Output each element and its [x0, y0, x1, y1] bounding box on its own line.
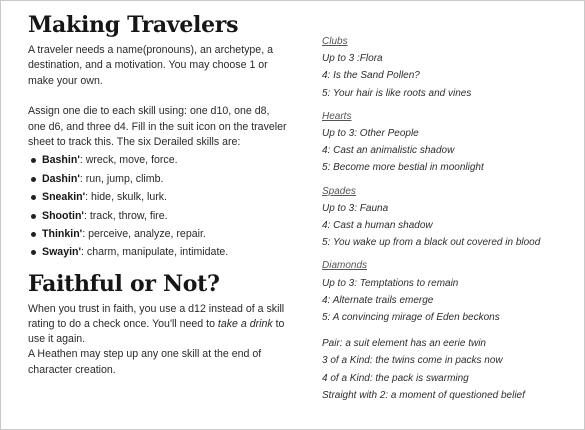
skill-name: Shootin': [42, 209, 84, 222]
list-item: [28, 190, 288, 205]
bullet-icon: [31, 232, 36, 237]
skill-name: Thinkin': [42, 228, 83, 241]
combo-line: 3 of a Kind: the twins come in packs now: [322, 355, 503, 367]
bullet-icon: [31, 195, 36, 200]
combo-line: Pair: a suit element has an eerie twin: [322, 338, 486, 350]
suit-line: 5: Become more bestial in moonlight: [322, 162, 484, 174]
skill-desc: : wreck, move, force.: [79, 154, 178, 167]
suit-heading: Clubs: [322, 36, 348, 47]
suit-heading: Spades: [322, 185, 356, 197]
combos-list: [322, 335, 582, 404]
left-column: [28, 11, 288, 378]
suit-clubs: [322, 33, 582, 102]
suit-heading: Diamonds: [322, 260, 368, 272]
making-travelers-heading: Making Travelers: [28, 12, 239, 38]
suit-line: 5: Your hair is like roots and vines: [322, 87, 472, 99]
skill-name: Sneakin': [42, 191, 86, 204]
faith-text-end: to use it again.: [28, 318, 285, 346]
skill-desc: : track, throw, fire.: [83, 209, 168, 222]
right-column: [322, 33, 582, 404]
suit-diamonds: [322, 257, 582, 326]
combo-line: Straight with 2: a moment of questioned belief: [322, 389, 525, 401]
suit-line: Up to 3 :Flora: [322, 53, 383, 65]
list-item: [28, 153, 288, 168]
faith-text: When you trust in faith, you use a d12 instead of a skill rating to do a check once. You'll need to: [28, 302, 285, 331]
list-item: [28, 245, 288, 260]
bullet-icon: [31, 250, 36, 255]
skill-desc: : perceive, analyze, repair.: [82, 228, 206, 241]
skill-name: Bashin': [42, 154, 80, 167]
suit-line: 4: Is the Sand Pollen?: [322, 70, 420, 82]
list-item: [28, 172, 288, 187]
suit-line: Up to 3: Other People: [322, 128, 419, 140]
suit-line: 4: Cast a human shadow: [322, 220, 433, 232]
heathen-paragraph: A Heathen may step up any one skill at the end of character creation.: [28, 348, 262, 376]
bullet-icon: [31, 214, 36, 219]
skill-desc: : charm, manipulate, intimidate.: [81, 246, 229, 259]
suit-line: 5: You wake up from a black out covered in blood: [322, 237, 541, 249]
intro-paragraph: A traveler needs a name(pronouns), an archetype, a destination, and a motivation. You may choose 1 or make your own.: [28, 44, 273, 87]
suit-hearts: [322, 108, 582, 177]
suit-line: 5: A convincing mirage of Eden beckons: [322, 312, 500, 324]
list-item: [28, 209, 288, 224]
skill-name: Dashin': [42, 172, 80, 185]
combo-line: 4 of a Kind: the pack is swarming: [322, 372, 469, 384]
bullet-icon: [31, 177, 36, 182]
skill-name: Swayin': [42, 246, 82, 259]
faith-italic-text: take a drink: [217, 318, 273, 331]
assign-paragraph: Assign one die to each skill using: one d10, one d8, one d6, and three d4. Fill in the suit icon on the traveler sheet to track this. The six Derailed skills are:: [28, 105, 287, 149]
suit-spades: [322, 183, 582, 252]
skill-desc: : run, jump, climb.: [79, 172, 164, 185]
skill-list: [28, 153, 288, 260]
suit-line: 4: Cast an animalistic shadow: [322, 145, 455, 157]
list-item: [28, 227, 288, 242]
faith-paragraph: [28, 302, 288, 348]
suit-line: Up to 3: Fauna: [322, 202, 389, 214]
skill-desc: : hide, skulk, lurk.: [85, 191, 167, 204]
suit-line: Up to 3: Temptations to remain: [322, 277, 459, 289]
suit-heading: Hearts: [322, 110, 352, 122]
suit-line: 4: Alternate trails emerge: [322, 294, 434, 306]
faithful-heading: Faithful or Not?: [28, 270, 220, 297]
bullet-icon: [31, 158, 36, 163]
